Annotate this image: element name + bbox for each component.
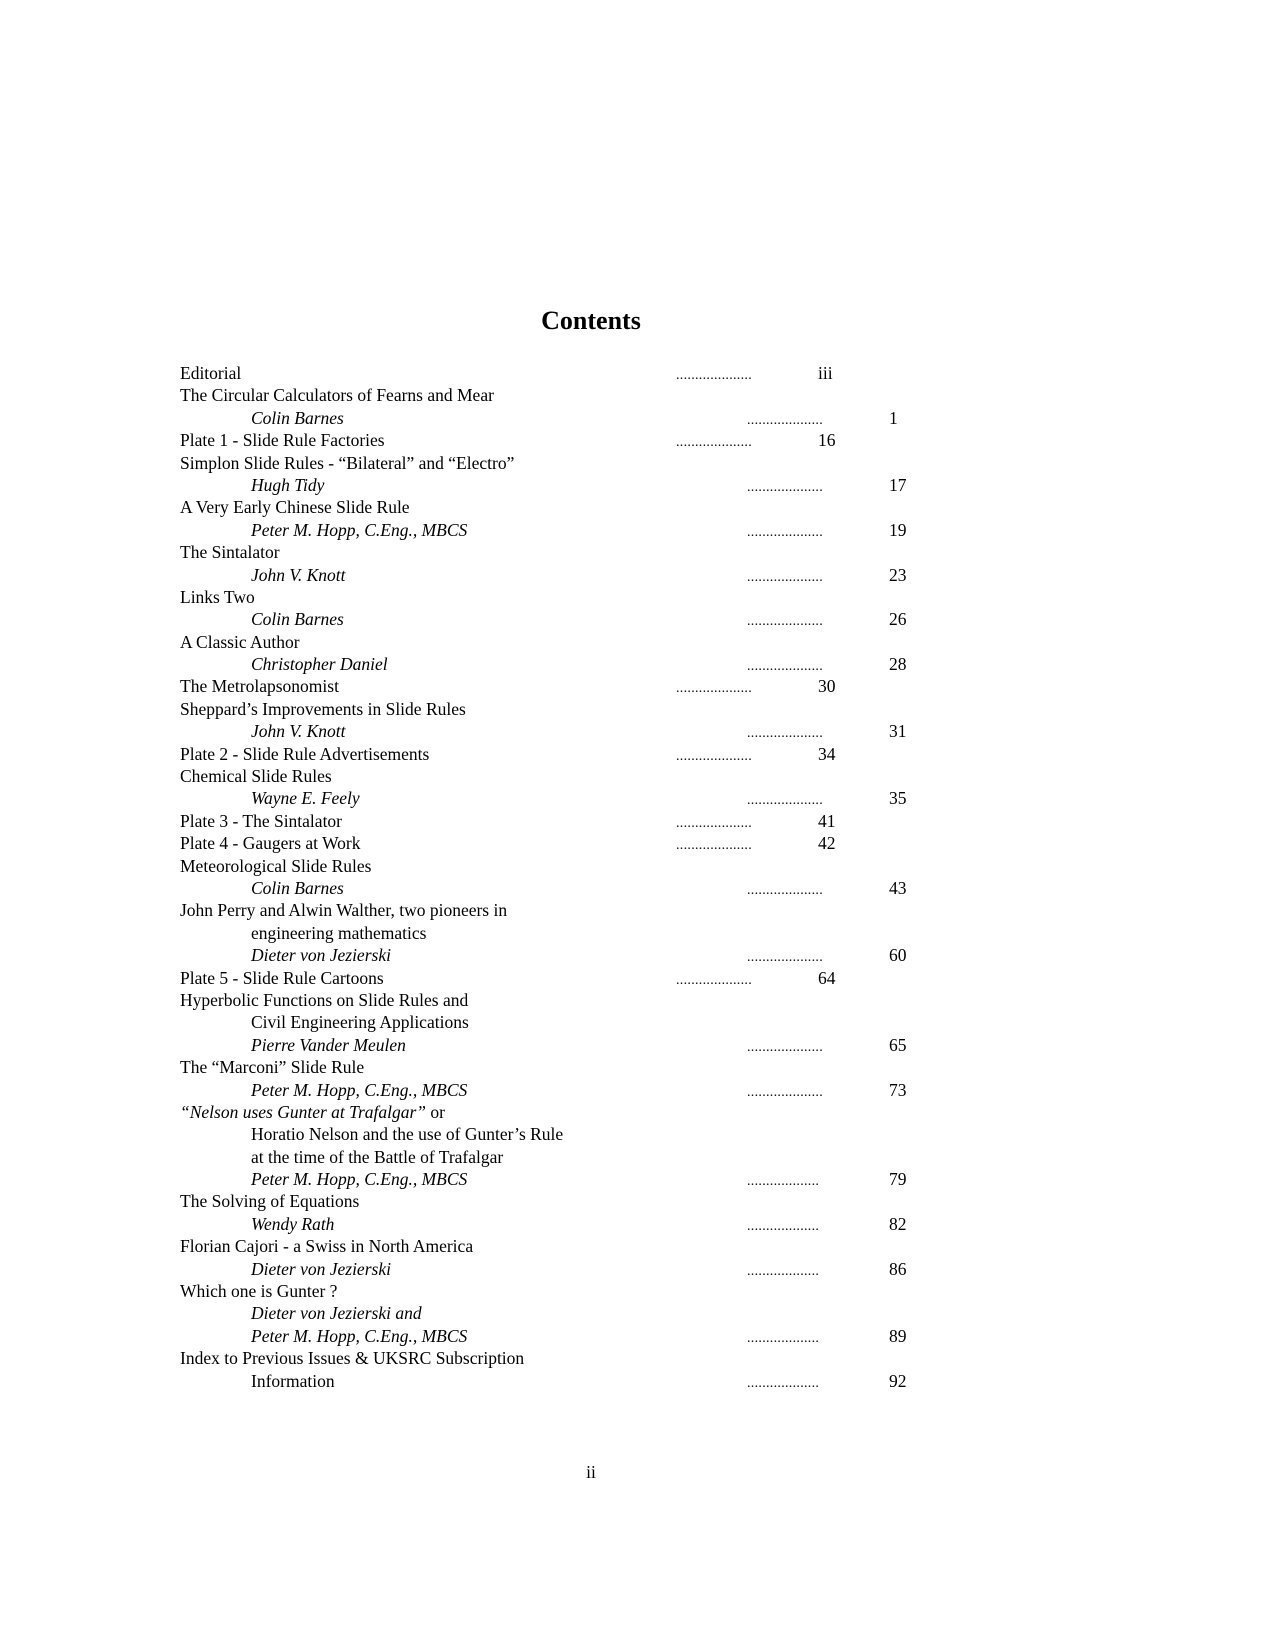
toc-entry-title: A Classic Author [180, 631, 300, 652]
toc-entry [180, 653, 949, 675]
toc-entry-title: Index to Previous Issues & UKSRC Subscription [180, 1348, 525, 1369]
toc-entry [180, 743, 949, 765]
toc-entry-author: Hugh Tidy [251, 474, 325, 495]
toc-entry [180, 1079, 949, 1101]
toc-entry-title: Florian Cajori - a Swiss in North America [180, 1236, 474, 1257]
page-number: ii [586, 1462, 596, 1482]
toc-page-number: 60 [889, 945, 907, 966]
toc-entry [180, 765, 949, 787]
toc-page-number: 19 [889, 519, 907, 540]
toc-leader-dots: .................... [676, 815, 752, 831]
toc-page-number: 41 [818, 810, 836, 831]
toc-entry-title: Plate 5 - Slide Rule Cartoons [180, 967, 384, 988]
toc-entry-title-continued: engineering mathematics [251, 922, 427, 943]
toc-entry [180, 586, 949, 608]
toc-entry [180, 1034, 949, 1056]
toc-entry [180, 496, 949, 518]
page-title: Contents [541, 306, 641, 335]
toc-leader-dots: ................... [747, 1375, 820, 1391]
toc-entry-author: Christopher Daniel [251, 654, 388, 675]
toc-leader-dots: ................... [747, 1263, 820, 1279]
toc-entry [180, 855, 949, 877]
toc-entry-author: Peter M. Hopp, C.Eng., MBCS [251, 1325, 468, 1346]
toc-page-number: 73 [889, 1079, 907, 1100]
toc-entry-title: Links Two [180, 586, 255, 607]
toc-page-number: 89 [889, 1325, 907, 1346]
toc-entry [180, 474, 949, 496]
toc-entry [180, 1101, 949, 1123]
toc-leader-dots: .................... [676, 972, 752, 988]
toc-entry [180, 944, 949, 966]
toc-entry [180, 519, 949, 541]
toc-entry [180, 1123, 949, 1145]
toc-entry [180, 698, 949, 720]
toc-entry-title: Which one is Gunter ? [180, 1281, 338, 1302]
toc-page-number: 82 [889, 1213, 907, 1234]
toc-entry-title: Meteorological Slide Rules [180, 855, 372, 876]
toc-entry [180, 787, 949, 809]
toc-entry [180, 989, 949, 1011]
toc-entry-title-continued: at the time of the Battle of Trafalgar [251, 1146, 504, 1167]
toc-entry [180, 384, 949, 406]
toc-entry-author: Peter M. Hopp, C.Eng., MBCS [251, 1079, 468, 1100]
toc-entry-title: The Sintalator [180, 542, 280, 563]
toc-entry [180, 1056, 949, 1078]
toc-entry [180, 608, 949, 630]
toc-page-number: 28 [889, 654, 907, 675]
toc-leader-dots: .................... [747, 614, 823, 630]
toc-entry-title [180, 1101, 676, 1123]
toc-leader-dots: .................... [747, 726, 823, 742]
toc-entry-author: Pierre Vander Meulen [251, 1034, 406, 1055]
toc-entry-title: Chemical Slide Rules [180, 766, 332, 787]
toc-entry [180, 429, 949, 451]
toc-page-number: 92 [889, 1370, 907, 1391]
toc-leader-dots: .................... [747, 659, 823, 675]
toc-leader-dots: .................... [676, 435, 752, 451]
toc-leader-dots: .................... [747, 524, 823, 540]
toc-entry-title: Plate 4 - Gaugers at Work [180, 833, 361, 854]
toc-leader-dots: .................... [676, 748, 752, 764]
toc-entry [180, 1370, 949, 1392]
toc-leader-dots: .................... [747, 569, 823, 585]
toc-leader-dots: .................... [747, 950, 823, 966]
toc-entry-author: Colin Barnes [251, 407, 344, 428]
toc-page-number: 42 [818, 833, 836, 854]
toc-entry-author: Colin Barnes [251, 609, 344, 630]
toc-entry [180, 877, 949, 899]
toc-leader-dots: .................... [747, 479, 823, 495]
toc-entry [180, 922, 949, 944]
table-of-contents [180, 362, 949, 1392]
toc-page-number: 64 [818, 967, 836, 988]
toc-entry-title: The Solving of Equations [180, 1191, 360, 1212]
toc-entry-title: Editorial [180, 363, 242, 383]
toc-leader-dots: ................... [747, 1330, 820, 1346]
toc-entry-title: Simplon Slide Rules - “Bilateral” and “Electro” [180, 452, 515, 473]
toc-entry-author: Wendy Rath [251, 1213, 335, 1234]
toc-entry-title-quote: “Nelson uses Gunter at Trafalgar” [180, 1101, 427, 1122]
toc-entry-title: Sheppard’s Improvements in Slide Rules [180, 698, 466, 719]
toc-entry-title-or: or [426, 1101, 445, 1122]
toc-entry-author: Wayne E. Feely [251, 788, 360, 809]
toc-entry [180, 675, 949, 697]
toc-leader-dots: ................... [747, 1174, 820, 1190]
toc-entry [180, 631, 949, 653]
toc-entry [180, 832, 949, 854]
toc-entry-author: Dieter von Jezierski and [251, 1303, 422, 1324]
toc-entry [180, 1011, 949, 1033]
toc-entry-title: A Very Early Chinese Slide Rule [180, 497, 410, 518]
toc-page-number: 34 [818, 743, 836, 764]
toc-leader-dots: .................... [747, 1039, 823, 1055]
toc-page-number: 26 [889, 609, 907, 630]
toc-entry [180, 1213, 949, 1235]
toc-entry-title: Plate 3 - The Sintalator [180, 810, 343, 831]
toc-entry-title: Hyperbolic Functions on Slide Rules and [180, 989, 469, 1010]
toc-page-number: 31 [889, 721, 907, 742]
toc-entry-author: John V. Knott [251, 564, 346, 585]
toc-entry-title: The Metrolapsonomist [180, 676, 339, 697]
toc-entry-title: The “Marconi” Slide Rule [180, 1057, 365, 1078]
toc-entry-title: The Circular Calculators of Fearns and Mear [180, 385, 494, 406]
toc-entry [180, 899, 949, 921]
toc-entry [180, 362, 949, 384]
toc-page-number: 17 [889, 474, 907, 495]
toc-leader-dots: ................... [747, 1218, 820, 1234]
toc-entry [180, 1168, 949, 1190]
toc-page-number: 1 [889, 407, 898, 428]
toc-entry-author: Dieter von Jezierski [251, 945, 391, 966]
toc-page-number: 16 [818, 430, 836, 451]
toc-entry [180, 1235, 949, 1257]
toc-entry-title: Plate 2 - Slide Rule Advertisements [180, 743, 430, 764]
toc-entry [180, 1280, 949, 1302]
toc-entry [180, 1190, 949, 1212]
toc-page-number: iii [818, 363, 833, 383]
toc-leader-dots: .................... [747, 412, 823, 428]
toc-page-number: 79 [889, 1169, 907, 1190]
toc-leader-dots: .................... [676, 838, 752, 854]
toc-leader-dots: .................... [747, 1084, 823, 1100]
toc-entry [180, 1302, 949, 1324]
toc-entry [180, 1146, 949, 1168]
toc-entry-title: Plate 1 - Slide Rule Factories [180, 430, 385, 451]
toc-entry [180, 407, 949, 429]
toc-entry-author: Peter M. Hopp, C.Eng., MBCS [251, 519, 468, 540]
toc-page-number: 43 [889, 877, 907, 898]
toc-entry [180, 967, 949, 989]
toc-entry-title: John Perry and Alwin Walther, two pioneers in [180, 900, 508, 921]
toc-entry-author: John V. Knott [251, 721, 346, 742]
toc-entry-title-continued: Information [251, 1370, 335, 1391]
toc-entry [180, 1325, 949, 1347]
toc-entry-author: Peter M. Hopp, C.Eng., MBCS [251, 1169, 468, 1190]
toc-page-number: 23 [889, 564, 907, 585]
toc-entry-author: Colin Barnes [251, 877, 344, 898]
toc-entry-author: Dieter von Jezierski [251, 1258, 391, 1279]
toc-entry [180, 452, 949, 474]
toc-page-number: 86 [889, 1258, 907, 1279]
toc-leader-dots: .................... [747, 882, 823, 898]
toc-entry [180, 1347, 949, 1369]
toc-leader-dots: .................... [747, 793, 823, 809]
toc-page-number: 65 [889, 1034, 907, 1055]
toc-entry [180, 1258, 949, 1280]
toc-entry [180, 720, 949, 742]
toc-page-number: 35 [889, 788, 907, 809]
toc-entry [180, 564, 949, 586]
toc-page-number: 30 [818, 676, 836, 697]
toc-leader-dots: .................... [676, 681, 752, 697]
toc-entry-title-continued: Horatio Nelson and the use of Gunter’s Rule [251, 1124, 564, 1145]
toc-leader-dots: .................... [676, 368, 752, 383]
toc-entry [180, 541, 949, 563]
toc-entry-title-continued: Civil Engineering Applications [251, 1012, 469, 1033]
toc-entry [180, 810, 949, 832]
